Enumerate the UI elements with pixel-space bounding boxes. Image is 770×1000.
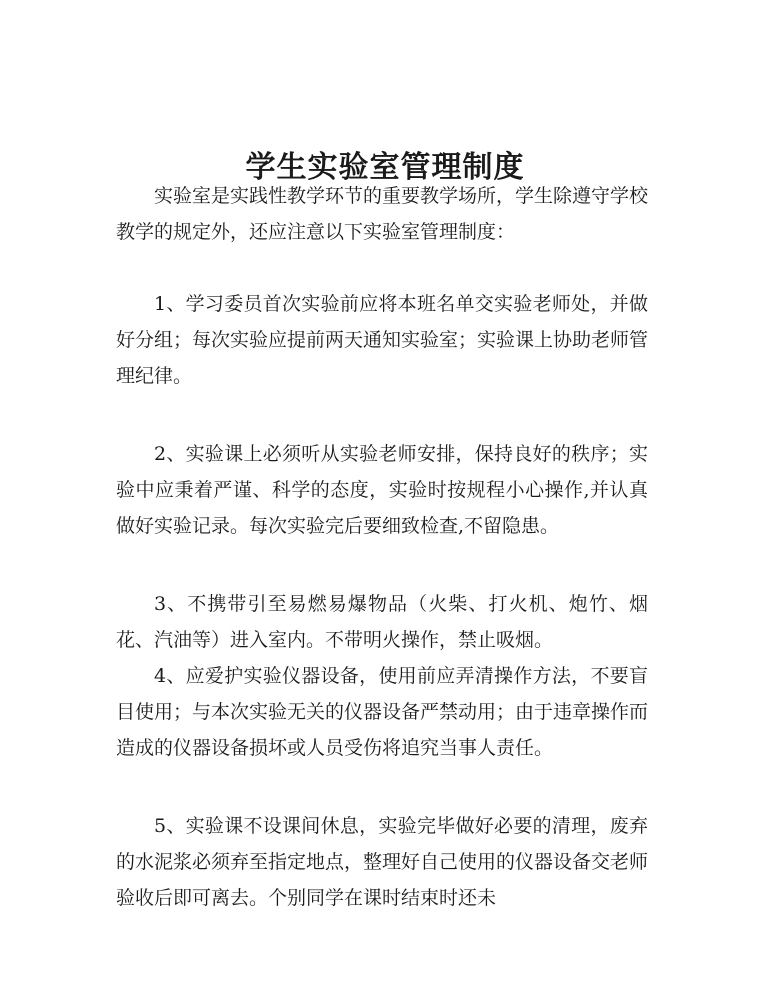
intro-paragraph: 实验室是实践性教学环节的重要教学场所，学生除遵守学校教学的规定外，还应注意以下实验室管理制度： xyxy=(116,185,649,243)
document-title: 学生实验室管理制度 xyxy=(245,150,525,186)
rule-item-3: 3、不携带引至易燃易爆物品（火柴、打火机、炮竹、烟花、汽油等）进入室内。不带明火操作，禁止吸烟。 xyxy=(116,593,648,651)
rule-item-1: 1、学习委员首次实验前应将本班名单交实验老师处，并做好分组；每次实验应提前两天通知实验室；实验课上协助老师管理纪律。 xyxy=(116,293,649,387)
rule-item-5: 5、实验课不设课间休息，实验完毕做好必要的清理，废弃的水泥浆必须弃至指定地点，整理好自己使用的仪器设备交老师验收后即可离去。个别同学在课时结束时还未 xyxy=(116,815,649,909)
rule-item-4: 4、应爱护实验仪器设备，使用前应弄清操作方法，不要盲目使用；与本次实验无关的仪器设备严禁动用；由于违章操作而造成的仪器设备损坏或人员受伤将追究当事人责任。 xyxy=(116,665,649,759)
rule-item-2: 2、实验课上必须听从实验老师安排，保持良好的秩序；实验中应秉着严谨、科学的态度，实验时按规程小心操作,并认真做好实验记录。每次实验完后要细致检查,不留隐患。 xyxy=(116,443,648,537)
